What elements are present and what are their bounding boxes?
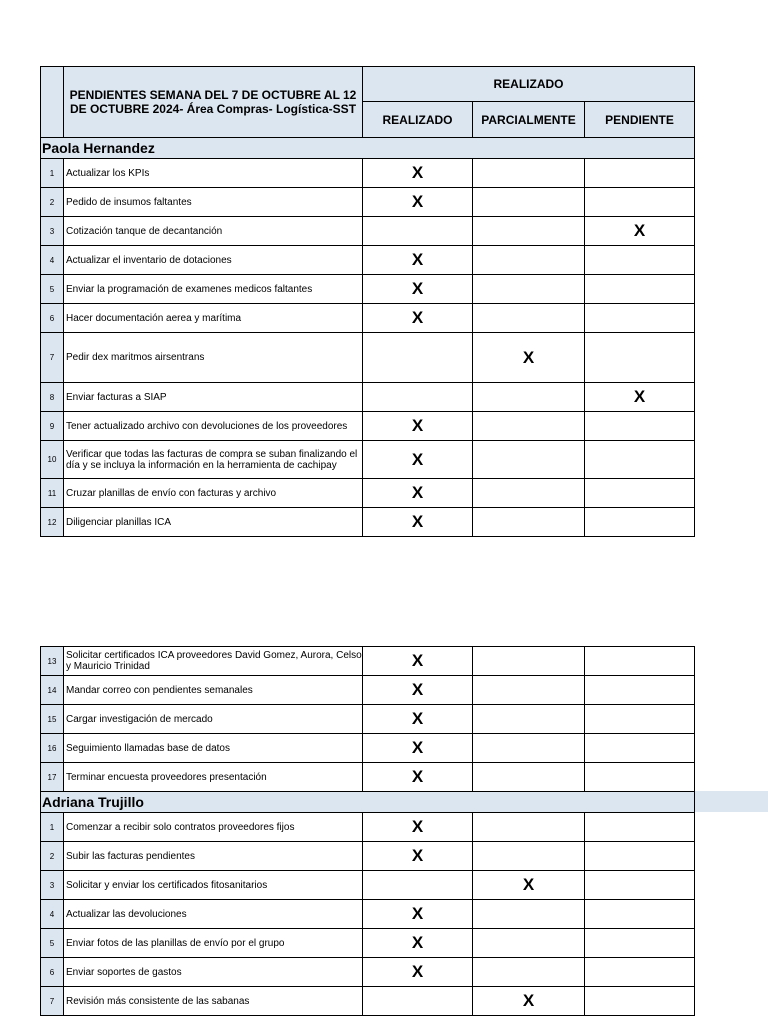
status-cell-pendiente[interactable]	[585, 333, 695, 383]
table-row	[41, 188, 695, 217]
status-cell-pendiente[interactable]	[585, 246, 695, 275]
status-mark: X	[411, 512, 424, 531]
status-cell-realizado[interactable]	[363, 246, 473, 275]
status-cell-pendiente[interactable]	[585, 676, 695, 705]
status-mark: X	[411, 449, 424, 469]
section-header	[41, 138, 695, 159]
status-cell-pendiente[interactable]	[585, 958, 695, 987]
status-mark: X	[411, 846, 424, 865]
table-row	[41, 763, 695, 792]
status-cell-pendiente[interactable]	[585, 188, 695, 217]
row-number: 17	[41, 763, 64, 792]
status-cell-realizado[interactable]	[363, 412, 473, 441]
row-number: 9	[41, 412, 64, 441]
table-row	[41, 441, 695, 479]
status-cell-pendiente[interactable]	[585, 275, 695, 304]
task-table-page-2	[40, 646, 695, 1016]
section-band-overflow	[695, 791, 768, 812]
status-cell-realizado[interactable]	[363, 304, 473, 333]
column-header-pendiente: PENDIENTE	[585, 102, 695, 138]
status-cell-pendiente[interactable]	[585, 929, 695, 958]
status-cell-realizado[interactable]	[363, 275, 473, 304]
task-description: Pedir dex maritmos airsentrans	[64, 333, 363, 383]
status-cell-parcialmente[interactable]	[473, 304, 585, 333]
status-cell-parcialmente[interactable]	[473, 900, 585, 929]
table-row	[41, 159, 695, 188]
row-number: 4	[41, 900, 64, 929]
task-description: Mandar correo con pendientes semanales	[64, 676, 363, 705]
status-cell-pendiente[interactable]	[585, 871, 695, 900]
status-mark: X	[411, 738, 424, 757]
row-number: 16	[41, 734, 64, 763]
status-mark: X	[411, 308, 424, 327]
task-description: Terminar encuesta proveedores presentación	[64, 763, 363, 792]
status-cell-pendiente[interactable]	[585, 763, 695, 792]
status-cell-pendiente[interactable]	[585, 217, 695, 246]
task-description: Actualizar las devoluciones	[64, 900, 363, 929]
row-number: 8	[41, 383, 64, 412]
status-mark: X	[411, 651, 424, 670]
status-cell-parcialmente[interactable]	[473, 246, 585, 275]
status-cell-pendiente[interactable]	[585, 304, 695, 333]
row-number: 4	[41, 246, 64, 275]
table-row	[41, 304, 695, 333]
status-cell-realizado[interactable]	[363, 958, 473, 987]
row-number: 12	[41, 508, 64, 537]
row-number: 1	[41, 159, 64, 188]
section-name: Paola Hernandez	[41, 138, 695, 159]
status-mark: X	[522, 875, 535, 894]
task-description: Actualizar los KPIs	[64, 159, 363, 188]
table-row	[41, 958, 695, 987]
status-cell-realizado[interactable]	[363, 217, 473, 246]
status-cell-parcialmente[interactable]	[473, 412, 585, 441]
status-cell-pendiente[interactable]	[585, 813, 695, 842]
task-description: Enviar fotos de las planillas de envío por el grupo	[64, 929, 363, 958]
status-cell-parcialmente[interactable]	[473, 958, 585, 987]
table-row	[41, 412, 695, 441]
row-number: 13	[41, 647, 64, 676]
table-row	[41, 479, 695, 508]
status-cell-pendiente[interactable]	[585, 159, 695, 188]
task-description: Solicitar y enviar los certificados fitosanitarios	[64, 871, 363, 900]
status-cell-pendiente[interactable]	[585, 479, 695, 508]
status-cell-pendiente[interactable]	[585, 412, 695, 441]
status-cell-parcialmente[interactable]	[473, 734, 585, 763]
table-row	[41, 676, 695, 705]
status-cell-parcialmente[interactable]	[473, 383, 585, 412]
row-number: 2	[41, 188, 64, 217]
status-mark: X	[411, 279, 424, 298]
task-description: Revisión más consistente de las sabanas	[64, 987, 363, 1016]
row-number: 6	[41, 304, 64, 333]
status-mark: X	[411, 962, 424, 981]
table-row	[41, 813, 695, 842]
row-number: 7	[41, 987, 64, 1016]
status-cell-parcialmente[interactable]	[473, 705, 585, 734]
table-row	[41, 929, 695, 958]
status-cell-parcialmente[interactable]	[473, 217, 585, 246]
status-cell-parcialmente[interactable]	[473, 676, 585, 705]
column-header-realizado: REALIZADO	[363, 102, 473, 138]
report-title: PENDIENTES SEMANA DEL 7 DE OCTUBRE AL 12 DE OCTUBRE 2024- Área Compras- Logística-SST	[64, 67, 363, 138]
status-mark: X	[411, 192, 424, 211]
task-description: Enviar soportes de gastos	[64, 958, 363, 987]
status-cell-pendiente[interactable]	[585, 508, 695, 537]
status-cell-parcialmente[interactable]	[473, 441, 585, 479]
status-cell-realizado[interactable]	[363, 734, 473, 763]
status-cell-parcialmente[interactable]	[473, 987, 585, 1016]
task-description: Subir las facturas pendientes	[64, 842, 363, 871]
status-cell-parcialmente[interactable]	[473, 813, 585, 842]
status-cell-parcialmente[interactable]	[473, 647, 585, 676]
status-mark: X	[411, 904, 424, 923]
table-row	[41, 246, 695, 275]
status-mark: X	[411, 933, 424, 952]
task-description: Solicitar certificados ICA proveedores David Gomez, Aurora, Celso y Mauricio Trinidad	[64, 647, 363, 676]
status-cell-pendiente[interactable]	[585, 842, 695, 871]
task-description: Tener actualizado archivo con devoluciones de los proveedores	[64, 412, 363, 441]
status-cell-realizado[interactable]	[363, 842, 473, 871]
status-mark: X	[411, 416, 424, 435]
status-cell-parcialmente[interactable]	[473, 188, 585, 217]
status-mark: X	[411, 163, 424, 182]
status-cell-realizado[interactable]	[363, 333, 473, 383]
table-row	[41, 734, 695, 763]
status-mark: X	[633, 387, 646, 406]
column-header-parcialmente: PARCIALMENTE	[473, 102, 585, 138]
table-row	[41, 705, 695, 734]
table-row	[41, 987, 695, 1016]
table-row	[41, 275, 695, 304]
status-cell-realizado[interactable]	[363, 705, 473, 734]
status-cell-realizado[interactable]	[363, 763, 473, 792]
section-header	[41, 792, 695, 813]
status-cell-realizado[interactable]	[363, 929, 473, 958]
row-number: 1	[41, 813, 64, 842]
task-description: Cargar investigación de mercado	[64, 705, 363, 734]
row-number: 3	[41, 217, 64, 246]
row-number: 5	[41, 929, 64, 958]
status-cell-realizado[interactable]	[363, 441, 473, 479]
status-mark: X	[522, 347, 535, 367]
status-mark: X	[411, 483, 424, 502]
task-description: Pedido de insumos faltantes	[64, 188, 363, 217]
table-row	[41, 508, 695, 537]
header-corner	[41, 67, 64, 138]
table-row	[41, 900, 695, 929]
status-cell-realizado[interactable]	[363, 813, 473, 842]
status-cell-realizado[interactable]	[363, 871, 473, 900]
status-mark: X	[411, 250, 424, 269]
table-row	[41, 383, 695, 412]
status-cell-realizado[interactable]	[363, 188, 473, 217]
status-cell-realizado[interactable]	[363, 987, 473, 1016]
section-name: Adriana Trujillo	[41, 792, 695, 813]
status-cell-pendiente[interactable]	[585, 734, 695, 763]
status-mark: X	[411, 817, 424, 836]
task-description: Comenzar a recibir solo contratos proveedores fijos	[64, 813, 363, 842]
task-description: Enviar facturas a SIAP	[64, 383, 363, 412]
status-cell-realizado[interactable]	[363, 508, 473, 537]
task-description: Hacer documentación aerea y marítima	[64, 304, 363, 333]
status-cell-parcialmente[interactable]	[473, 842, 585, 871]
row-number: 2	[41, 842, 64, 871]
status-mark: X	[411, 680, 424, 699]
status-cell-pendiente[interactable]	[585, 705, 695, 734]
task-description: Cotización tanque de decantanción	[64, 217, 363, 246]
task-description: Actualizar el inventario de dotaciones	[64, 246, 363, 275]
row-number: 11	[41, 479, 64, 508]
status-cell-parcialmente[interactable]	[473, 763, 585, 792]
status-mark: X	[522, 991, 535, 1010]
status-cell-parcialmente[interactable]	[473, 159, 585, 188]
status-cell-pendiente[interactable]	[585, 647, 695, 676]
task-description: Cruzar planillas de envío con facturas y archivo	[64, 479, 363, 508]
status-cell-parcialmente[interactable]	[473, 871, 585, 900]
row-number: 3	[41, 871, 64, 900]
status-cell-pendiente[interactable]	[585, 900, 695, 929]
row-number: 10	[41, 441, 64, 479]
status-group-header: REALIZADO	[363, 67, 695, 102]
status-cell-realizado[interactable]	[363, 479, 473, 508]
status-cell-realizado[interactable]	[363, 159, 473, 188]
task-description: Verificar que todas las facturas de compra se suban finalizando el día y se incluya la información en la herramienta de cachipay	[64, 441, 363, 479]
task-description: Enviar la programación de examenes medicos faltantes	[64, 275, 363, 304]
table-row	[41, 842, 695, 871]
task-description: Seguimiento llamadas base de datos	[64, 734, 363, 763]
status-mark: X	[411, 767, 424, 786]
row-number: 6	[41, 958, 64, 987]
status-cell-parcialmente[interactable]	[473, 275, 585, 304]
status-cell-pendiente[interactable]	[585, 441, 695, 479]
status-cell-realizado[interactable]	[363, 383, 473, 412]
table-row	[41, 217, 695, 246]
status-cell-realizado[interactable]	[363, 647, 473, 676]
status-cell-parcialmente[interactable]	[473, 508, 585, 537]
row-number: 14	[41, 676, 64, 705]
status-cell-parcialmente[interactable]	[473, 929, 585, 958]
status-mark: X	[411, 709, 424, 728]
task-description: Diligenciar planillas ICA	[64, 508, 363, 537]
row-number: 15	[41, 705, 64, 734]
status-cell-parcialmente[interactable]	[473, 479, 585, 508]
status-cell-realizado[interactable]	[363, 900, 473, 929]
status-cell-parcialmente[interactable]	[473, 333, 585, 383]
table-row	[41, 871, 695, 900]
row-number: 7	[41, 333, 64, 383]
task-table-page-1	[40, 66, 695, 537]
row-number: 5	[41, 275, 64, 304]
status-cell-pendiente[interactable]	[585, 987, 695, 1016]
status-mark: X	[633, 221, 646, 240]
status-cell-realizado[interactable]	[363, 676, 473, 705]
table-row	[41, 647, 695, 676]
table-row	[41, 333, 695, 383]
status-cell-pendiente[interactable]	[585, 383, 695, 412]
